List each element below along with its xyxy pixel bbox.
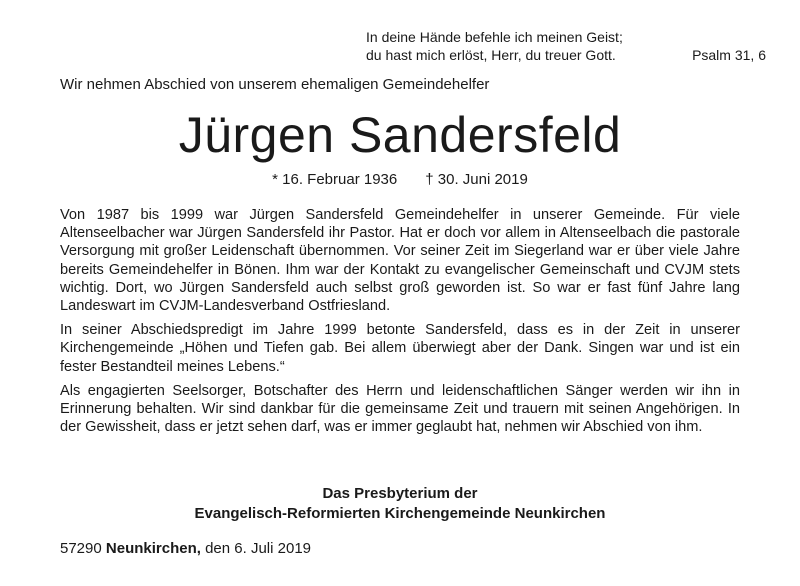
signature-block: [0, 484, 800, 524]
deceased-name: Jürgen Sandersfeld: [178, 107, 622, 163]
city: Neunkirchen,: [105, 540, 201, 557]
place-and-date: [60, 540, 311, 557]
signature-line-2: Evangelisch-Reformierten Kirchengemeinde Neunkirchen: [194, 505, 606, 522]
verse-line-1: In deine Hände befehle ich meinen Geist;: [366, 29, 623, 45]
verse-reference: Psalm 31, 6: [692, 47, 766, 63]
verse-line-2: du hast mich erlöst, Herr, du treuer Gott.: [366, 47, 616, 63]
signature-line-1: Das Presbyterium der: [322, 485, 478, 502]
date: den 6. Juli 2019: [205, 540, 312, 557]
death-date: † 30. Juni 2019: [425, 171, 528, 188]
bible-verse: [366, 28, 766, 64]
paragraph-1: Von 1987 bis 1999 war Jürgen Sandersfeld Gemeindehelfer in unserer Gemeinde. Für viele Altenseelbacher war Jürgen Sandersfeld ihr Pastor. Hat er doch vor allem in Altenseelbach die pastorale Versorgung mit großer Leidenschaft übernommen. Vor seiner Zeit im Siegerland war er über viele Jahre bereits Gemeindehelfer in Bönen. Ihm war der Kontakt zu evangelischer Gemeinschaft und CVJM stets wichtig. Dort, wo Jürgen Sandersfeld auch selbst groß geworden ist. So war er fast fünf Jahre lang Landeswart im CVJM-Landesverband Ostfriesland.: [60, 207, 740, 315]
birth-date: * 16. Februar 1936: [272, 171, 398, 188]
paragraph-3: Als engagierten Seelsorger, Botschafter des Herrn und leidenschaftlichen Sänger werden wir ihn in Erinnerung behalten. Wir sind dankbar für die gemeinsame Zeit und trauern mit seinen Angehörigen. In der Gewissheit, dass er jetzt sehen darf, was er immer geglaubt hat, nehmen wir Abschied von ihm.: [60, 382, 740, 436]
postcode: 57290: [60, 540, 102, 557]
obituary-text: [60, 206, 740, 442]
life-dates: [0, 171, 800, 188]
intro-line: Wir nehmen Abschied von unserem ehemaligen Gemeindehelfer: [60, 76, 490, 93]
paragraph-2: In seiner Abschiedspredigt im Jahre 1999 betonte Sandersfeld, dass es in der Zeit in unserer Kirchengemeinde „Höhen und Tiefen gab. Bei allem überwiegt aber der Dank. Singen war und ist ein fester Bestandteil meines Lebens.“: [60, 322, 740, 375]
